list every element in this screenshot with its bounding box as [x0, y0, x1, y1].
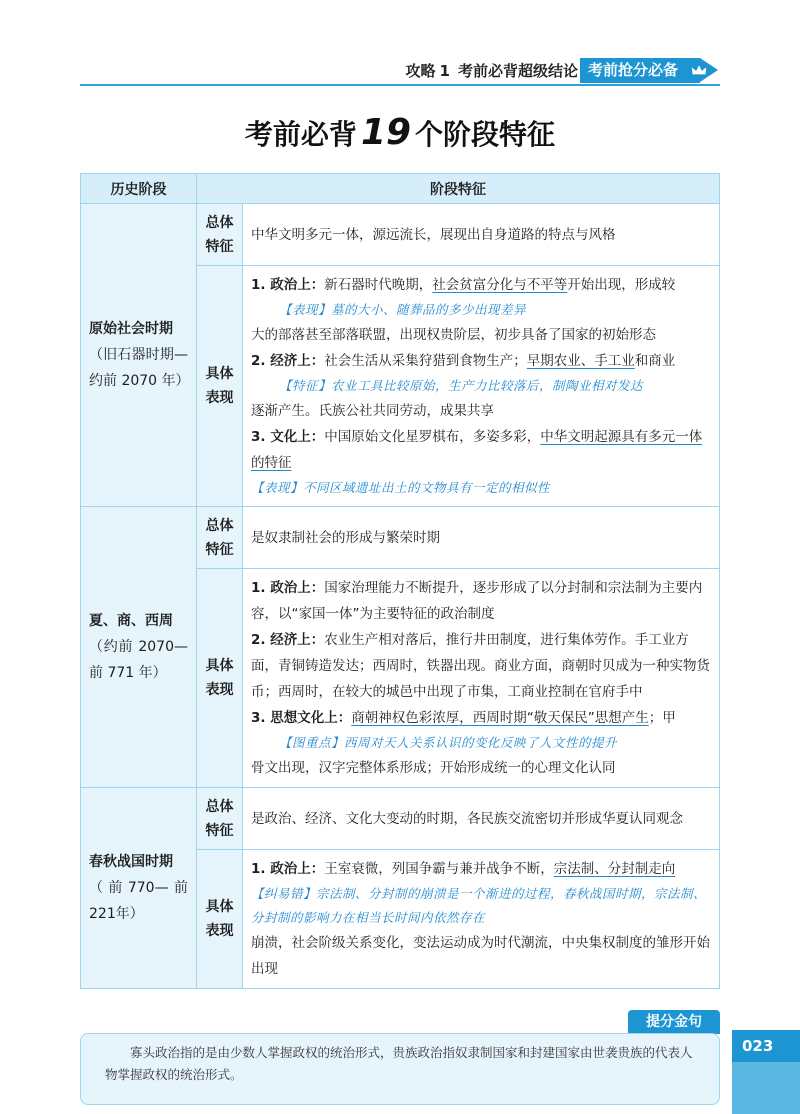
- item-label: 1. 政治上：: [251, 277, 325, 293]
- stage-table: [80, 173, 720, 989]
- item-text: 骨文出现，汉字完整体系形成；开始形成统一的心理文化认同: [251, 760, 616, 776]
- item-label: 2. 经济上：: [251, 632, 325, 648]
- list-item: [251, 575, 711, 627]
- annotation: 【特征】农业工具比较原始，生产力比较落后，制陶业相对发达: [279, 378, 644, 393]
- overall-label: 总体特征: [197, 204, 243, 266]
- detail-text: [243, 266, 720, 507]
- item-label: 1. 政治上：: [251, 861, 325, 877]
- item-text: ；甲: [648, 710, 676, 726]
- era-cell: [81, 507, 197, 788]
- header-rule: [80, 84, 720, 86]
- detail-label: 具体表现: [197, 569, 243, 788]
- detail-label: 具体表现: [197, 266, 243, 507]
- section-title: 考前必背超级结论: [457, 62, 578, 80]
- page-number: 023: [732, 1030, 800, 1062]
- era-cell: [81, 788, 197, 989]
- item-key-text: 早期农业、手工业: [526, 353, 635, 369]
- overall-label: 总体特征: [197, 788, 243, 850]
- table-row: [81, 507, 720, 569]
- detail-text: [243, 850, 720, 989]
- section-label: 攻略: [405, 62, 436, 80]
- annotation: 【纠易错】宗法制、分封制的崩溃是一个渐进的过程，春秋战国时期，宗法制、分封制的影响力在相当长时间内依然存在: [251, 886, 707, 925]
- item-label: 3. 思想文化上：: [251, 710, 352, 726]
- era-name: 原始社会时期: [89, 321, 173, 337]
- header-tag: 考前抢分必备: [580, 58, 700, 83]
- section-number: 1: [439, 62, 450, 80]
- list-item: [251, 348, 711, 424]
- annotation: 【表现】不同区域遗址出土的文物具有一定的相似性: [251, 480, 551, 495]
- item-text: 王室衰微，列国争霸与兼并战争不断，: [324, 861, 554, 877]
- crown-icon: [690, 62, 708, 78]
- overall-label: 总体特征: [197, 507, 243, 569]
- item-text: 大的部落甚至部落联盟，出现权贵阶层，初步具备了国家的初始形态: [251, 327, 656, 343]
- overall-text: 是政治、经济、文化大变动的时期，各民族交流密切并形成华夏认同观念: [243, 788, 720, 850]
- table-header-row: [81, 174, 720, 204]
- era-cell: [81, 204, 197, 507]
- annotation: 【图重点】西周对天人关系认识的变化反映了人文性的提升: [279, 735, 618, 750]
- item-key-text: 中华文明起源具有多元一体的特征: [251, 429, 703, 471]
- item-text: 国家治理能力不断提升，逐步形成了以分封制和宗法制为主要内容，以“家国一体”为主要特征的政治制度: [251, 580, 703, 622]
- item-label: 3. 文化上：: [251, 429, 325, 445]
- list-item: [251, 272, 711, 348]
- list-item: [251, 705, 711, 781]
- detail-text: [243, 569, 720, 788]
- item-text: 和商业: [634, 353, 676, 369]
- tip-tag: 提分金句: [628, 1010, 720, 1034]
- tip-quote: 寡头政治指的是由少数人掌握政权的统治形式，贵族政治指奴隶制国家和封建国家由世袭贵族的代表人物掌握政权的统治形式。: [80, 1033, 720, 1105]
- item-key-text: 宗法制、分封制走向: [553, 861, 676, 877]
- item-text: 社会生活从采集狩猎到食物生产；: [324, 353, 527, 369]
- detail-label: 具体表现: [197, 850, 243, 989]
- table-row: [81, 204, 720, 266]
- title-prefix: 考前必背: [244, 118, 357, 151]
- era-range: （旧石器时期—约前 2070 年）: [89, 347, 190, 389]
- section-heading: [406, 60, 578, 81]
- list-item: [251, 627, 711, 705]
- item-text: 新石器时代晚期，: [324, 277, 433, 293]
- era-range: （前770—前221年）: [89, 880, 188, 922]
- list-item: [251, 424, 711, 500]
- title-suffix: 个阶段特征: [415, 118, 556, 151]
- item-text: 开始出现，形成较: [567, 277, 676, 293]
- overall-text: 是奴隶制社会的形成与繁荣时期: [243, 507, 720, 569]
- side-tab: [732, 1062, 800, 1114]
- item-text: 中国原始文化星罗棋布，多姿多彩，: [324, 429, 541, 445]
- item-key-text: 社会贫富分化与不平等: [432, 277, 568, 293]
- item-label: 2. 经济上：: [251, 353, 325, 369]
- era-name: 夏、商、西周: [89, 613, 173, 629]
- col-header-features: 阶段特征: [197, 174, 720, 204]
- item-key-text: 商朝神权色彩浓厚，西周时期“敬天保民”思想产生: [351, 710, 649, 726]
- overall-text: 中华文明多元一体，源远流长，展现出自身道路的特点与风格: [243, 204, 720, 266]
- item-label: 1. 政治上：: [251, 580, 325, 596]
- page-title: [0, 112, 800, 153]
- era-name: 春秋战国时期: [89, 854, 173, 870]
- item-text: 农业生产相对落后，推行井田制度，进行集体劳作。手工业方面，青铜铸造发达；西周时，铁器出现。商业方面，商朝时贝成为一种实物货币；西周时，在较大的城邑中出现了市集，工商业控制在官府手中: [251, 632, 710, 700]
- list-item: [251, 856, 711, 982]
- annotation: 【表现】墓的大小、随葬品的多少出现差异: [279, 302, 527, 317]
- table-row: [81, 788, 720, 850]
- col-header-stage: 历史阶段: [81, 174, 197, 204]
- item-text: 逐渐产生。氏族公社共同劳动，成果共享: [251, 403, 494, 419]
- title-number: 19: [360, 112, 412, 153]
- page-header: [0, 58, 800, 86]
- era-range: （约前 2070—前 771 年）: [89, 639, 188, 681]
- item-text: 崩溃，社会阶级关系变化，变法运动成为时代潮流，中央集权制度的雏形开始出现: [251, 935, 710, 977]
